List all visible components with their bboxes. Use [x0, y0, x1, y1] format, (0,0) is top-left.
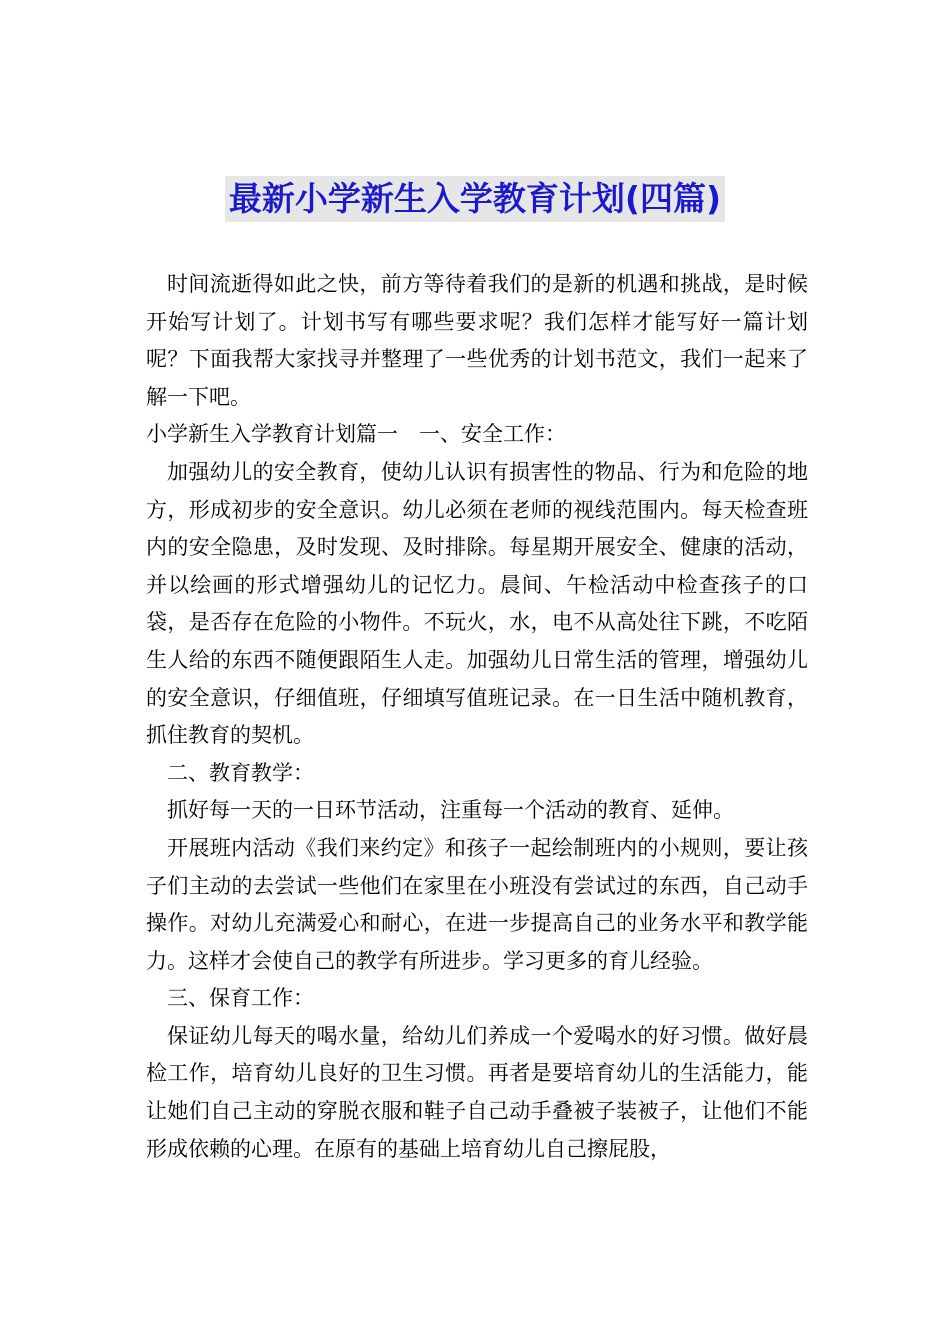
safety-paragraph: 加强幼儿的安全教育，使幼儿认识有损害性的物品、行为和危险的地方，形成初步的安全意识。幼儿必须在老师的视线范围内。每天检查班内的安全隐患，及时发现、及时排除。每星期开展安全、健康的活动，并以绘画的形式增强幼儿的记忆力。晨间、午检活动中检查孩子的口袋，是否存在危险的小物件。不玩火，水，电不从高处往下跳，不吃陌生人给的东西不随便跟陌生人走。加强幼儿日常生活的管理，增强幼儿的安全意识，仔细值班，仔细填写值班记录。在一日生活中随机教育，抓住教育的契机。 — [146, 459, 808, 748]
section-heading-safety: 小学新生入学教育计划篇一 一、安全工作： — [146, 422, 566, 447]
document-body — [146, 266, 808, 1168]
intro-paragraph: 时间流逝得如此之快，前方等待着我们的是新的机遇和挑战，是时候开始写计划了。计划书写有哪些要求呢？我们怎样才能写好一篇计划呢？下面我帮大家找寻并整理了一些优秀的计划书范文，我们一起来了解一下吧。 — [146, 272, 808, 409]
section-heading-care: 三、保育工作： — [167, 986, 314, 1011]
title-container — [0, 176, 950, 222]
section-heading-education: 二、教育教学： — [167, 760, 314, 785]
education-paragraph-1: 抓好每一天的一日环节活动，注重每一个活动的教育、延伸。 — [167, 798, 734, 823]
care-paragraph: 保证幼儿每天的喝水量，给幼儿们养成一个爱喝水的好习惯。做好晨检工作，培育幼儿良好的卫生习惯。再者是要培育幼儿的生活能力，能让她们自己主动的穿脱衣服和鞋子自己动手叠被子装被子，让他们不能形成依赖的心理。在原有的基础上培育幼儿自己擦屁股， — [146, 1023, 808, 1161]
education-paragraph-2: 开展班内活动《我们来约定》和孩子一起绘制班内的小规则，要让孩子们主动的去尝试一些他们在家里在小班没有尝试过的东西，自己动手操作。对幼儿充满爱心和耐心，在进一步提高自己的业务水平和教学能力。这样才会使自己的教学有所进步。学习更多的育儿经验。 — [146, 835, 808, 973]
document-title: 最新小学新生入学教育计划(四篇) — [225, 176, 725, 222]
